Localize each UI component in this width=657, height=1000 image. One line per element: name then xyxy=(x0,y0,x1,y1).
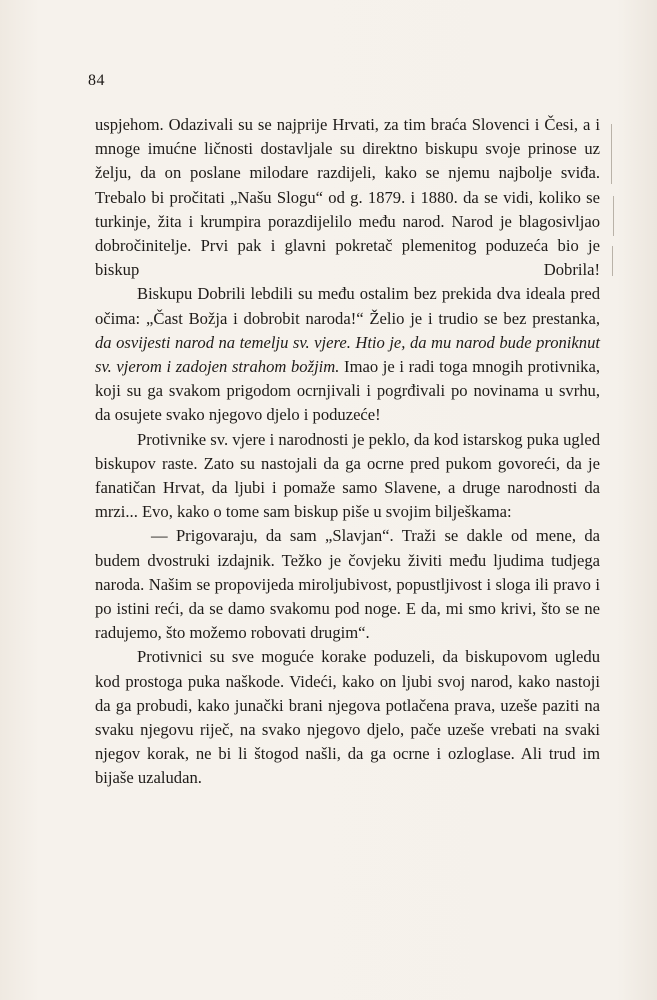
paragraph-text: Protivnike sv. vjere i narodnosti je peklo, da kod istarskog puka ugled biskupov raste. Zato su nastojali da ga ocrne pred pukom govoreći, da je fanatičan Hrvat, da ljubi i pomaže samo Slavene, a druge narodnosti da mrzi... Evo, kako o tome sam biskup piše u svojim bilješkama: xyxy=(95,429,601,522)
page-number: 84 xyxy=(88,72,105,89)
margin-mark xyxy=(613,196,614,236)
margin-mark xyxy=(612,246,613,276)
margin-mark xyxy=(611,124,612,184)
paragraph-text: Biskupu Dobrili lebdili su među ostalim bez prekida dva ideala pred očima: „Čast Božja i dobrobit naroda!“ Želio je i trudio se bez prestanka, xyxy=(95,284,600,328)
body-text xyxy=(95,113,600,791)
paragraph xyxy=(95,282,600,427)
paragraph xyxy=(95,113,600,282)
paragraph xyxy=(95,428,600,525)
paragraph-text: — Prigovaraju, da sam „Slavjan“. Traži se dakle od mene, da budem dvostruki izdajnik. Težko je čovjeku živiti među ljudima tudjega naroda. Našim se propovijeda miroljubivost, popustljivost i sloga ili pravo i po istini reći, da se damo svakomu pod noge. E da, mi smo krivi, što se ne radujemo, što možemo robovati drugim“. xyxy=(95,526,600,643)
paragraph-italic-text: da osvijesti narod na temelju sv. vjere. Htio je, da mu narod bude proniknut sv. vjerom i zadojen strahom božjim. xyxy=(95,332,600,377)
quotation-paragraph xyxy=(95,524,600,645)
paragraph-text: Imao je i radi toga mnogih protivnika, koji su ga svakom prigodom ocrnjivali i pogrđivali po novinama u svrhu, da osujete svako njegovo djelo i poduzeće! xyxy=(95,357,600,425)
paragraph-text: uspjehom. Odazivali su se najprije Hrvati, za tim braća Slovenci i Česi, a i mnoge imućne ličnosti dostavljale su direktno biskupu svoje prinose uz želju, da on poslane milodare razdijeli, kako se njemu najbolje sviđa. Trebalo bi pročitati „Našu Slogu“ od g. 1879. i 1880. da se vidi, koliko se turkinje, žita i krumpira porazdijelilo među narod. Narod je blagosivljao dobročinitelje. Prvi pak i glavni pokretač plemenitog poduzeća bio je biskup Dobrila! xyxy=(95,115,600,280)
paragraph-text: Protivnici su sve moguće korake poduzeli, da biskupovom ugledu kod prostoga puka naškode. Videći, kako on ljubi svoj narod, kako nastoji da ga probudi, kako junački brani njegova potlačena prava, uzeše paziti na svaku njegovu riječ, na svako njegovo djelo, pače uzeše vrebati na svaki njegov korak, ne bi li štogod našli, da ga ocrne i ozloglase. Ali trud im bijaše uzaludan. xyxy=(95,647,600,788)
paragraph xyxy=(95,645,600,790)
